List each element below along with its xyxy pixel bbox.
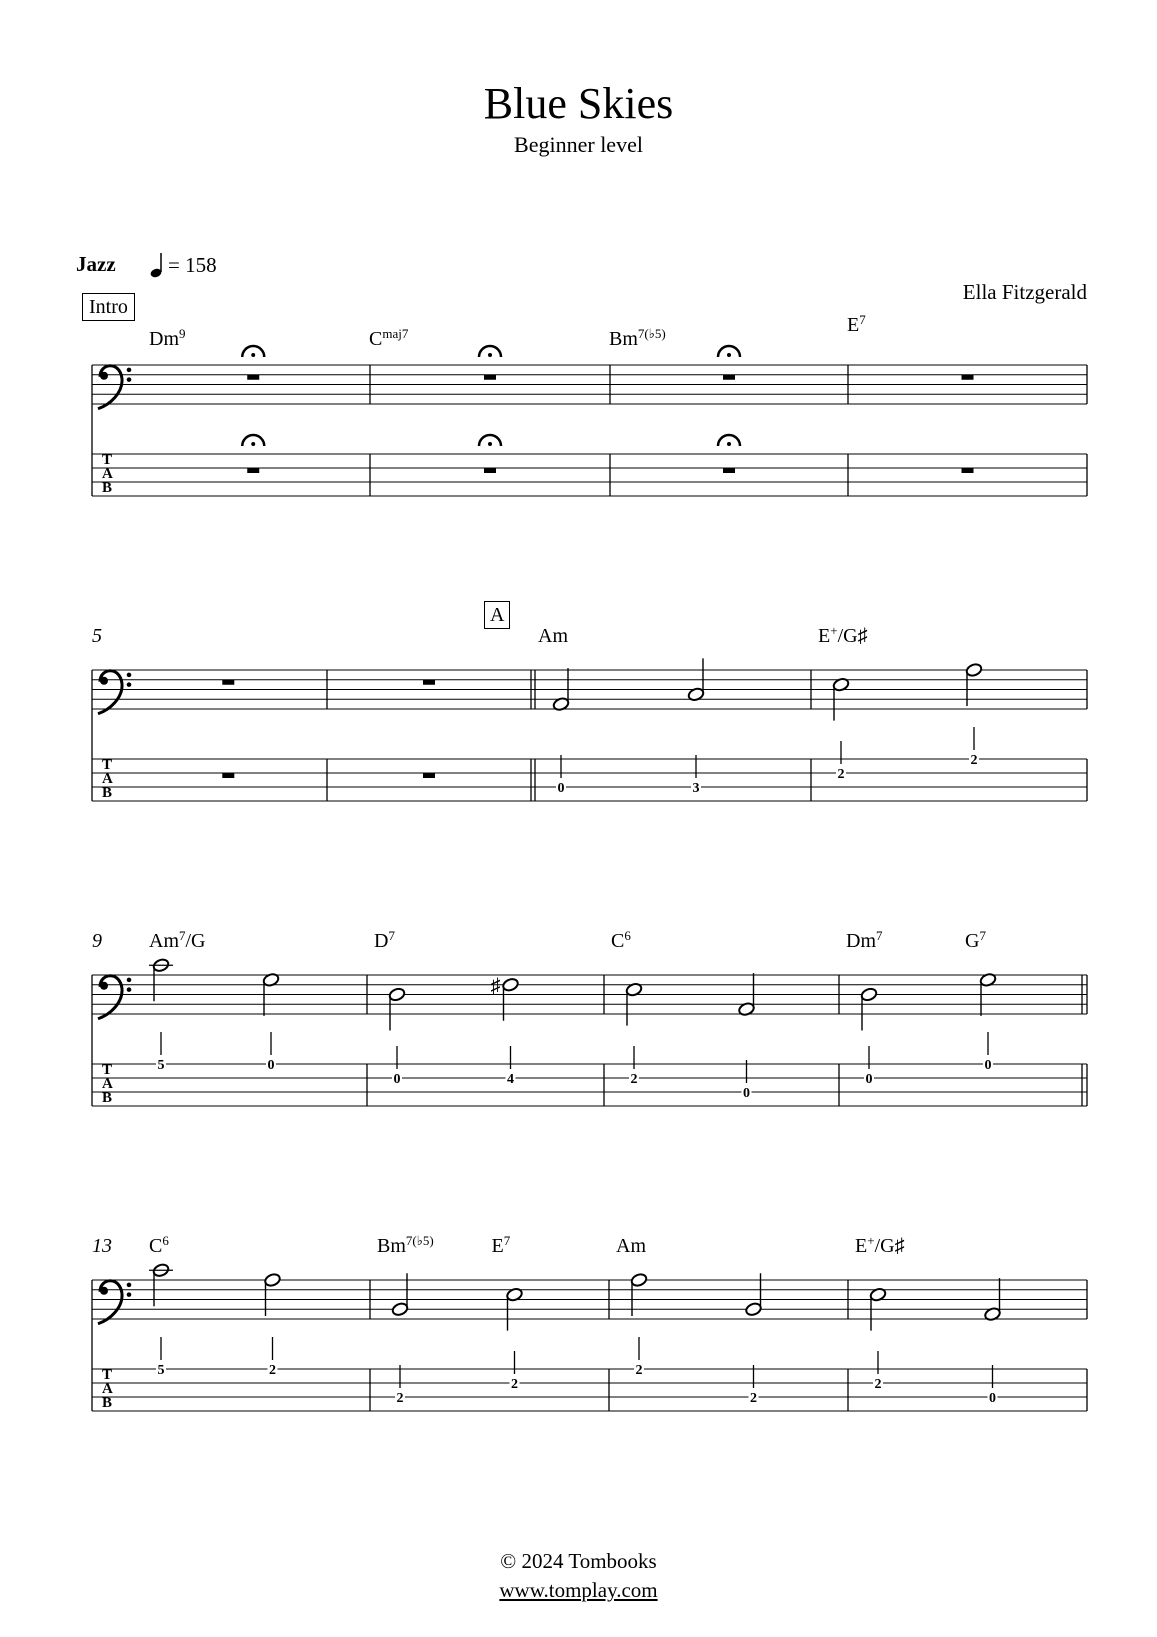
chord-symbol: E+/G♯ (855, 1233, 905, 1257)
bass-clef-dot (100, 982, 108, 990)
tab-note (988, 1365, 998, 1406)
whole-rest (222, 680, 234, 685)
tab-clef-letter: B (102, 785, 113, 801)
bass-clef-dot (127, 368, 132, 373)
whole-rest (962, 375, 974, 380)
chord-symbol: E+/G♯ (818, 623, 868, 647)
note-head (264, 1272, 282, 1287)
tab-fret-number: 2 (874, 1377, 882, 1392)
tab-clef-letter: A (102, 1076, 113, 1092)
tab-note (510, 1351, 520, 1392)
whole-rest (484, 375, 496, 380)
page-subtitle: Beginner level (514, 132, 643, 157)
tab-fret-number: 0 (557, 781, 565, 796)
tab-fret-number: 2 (970, 753, 978, 768)
note-head (860, 987, 878, 1002)
tab-clef-icon (102, 1367, 113, 1411)
chord-symbol: $E^7$ (847, 312, 866, 336)
tab-note (873, 1351, 883, 1392)
tab-fret-number: 5 (157, 1363, 165, 1378)
tab-fret-number: 4 (507, 1072, 514, 1087)
bass-clef-dot (127, 377, 132, 382)
chord-symbol: $C^6$ (149, 1233, 169, 1257)
bass-clef-icon (98, 976, 131, 1019)
tab-note (556, 755, 566, 796)
fermata-icon (479, 346, 501, 357)
tab-note (969, 727, 979, 768)
tab-whole-rest (962, 468, 974, 473)
bass-clef-curve (98, 671, 122, 714)
tab-fret-number: 0 (743, 1086, 750, 1101)
page-title: Blue Skies (483, 79, 674, 128)
tab-clef-letter: B (102, 1090, 113, 1106)
tab-fret-number: 0 (984, 1058, 992, 1073)
measure-number: 9 (92, 930, 102, 952)
tab-note (629, 1046, 639, 1087)
fermata-dot (488, 442, 492, 446)
website-link-text[interactable]: www.tomplay.com (499, 1578, 658, 1602)
bass-clef-dot (127, 682, 132, 687)
tab-fret-number: 0 (865, 1072, 873, 1087)
note-head (391, 1302, 409, 1317)
bass-clef-dot (100, 372, 108, 380)
tab-note (268, 1337, 278, 1378)
chord-symbol: Dm$^9$ (149, 326, 186, 350)
website-link[interactable] (0, 1578, 1157, 1603)
chord-symbol: Am (538, 625, 568, 647)
note-head (388, 987, 406, 1002)
fermata-dot (251, 442, 255, 446)
bass-clef-curve (98, 976, 122, 1019)
tab-fret-number: 2 (837, 767, 845, 782)
tab-whole-rest (222, 773, 234, 778)
tab-whole-rest (723, 468, 735, 473)
tab-clef-letter: A (102, 466, 113, 482)
fermata-icon (242, 346, 264, 357)
bass-clef-dot (127, 1283, 132, 1288)
tab-fret-number: 5 (157, 1058, 165, 1073)
tab-note (392, 1046, 402, 1087)
note-head (630, 1272, 648, 1287)
tab-clef-icon (102, 757, 113, 801)
chord-symbol: $D^7$ (374, 928, 395, 952)
tab-note (983, 1032, 993, 1073)
fermata-dot (727, 442, 731, 446)
fermata-icon (718, 346, 740, 357)
tab-clef-letter: T (102, 757, 113, 773)
note-head (965, 662, 983, 677)
tab-clef-letter: A (102, 771, 113, 787)
tab-fret-number: 2 (750, 1391, 757, 1406)
half-note (388, 987, 406, 1031)
tab-fret-number: 0 (267, 1058, 275, 1073)
fermata-dot (488, 353, 492, 357)
composer: Ella Fitzgerald (962, 280, 1087, 304)
copyright: © 2024 Tombooks (500, 1549, 657, 1573)
whole-rest (723, 375, 735, 380)
tab-clef-letter: T (102, 1367, 113, 1383)
fermata-dot (251, 353, 255, 357)
tab-fret-number: 0 (989, 1391, 996, 1406)
fermata-icon (479, 435, 501, 446)
bass-clef-icon (98, 366, 131, 409)
tab-fret-number: 2 (269, 1363, 276, 1378)
bass-clef-dot (127, 673, 132, 678)
whole-rest (423, 680, 435, 685)
measure-number: 13 (92, 1235, 112, 1257)
bass-clef-dot (100, 677, 108, 685)
tab-clef-letter: B (102, 480, 113, 496)
bass-clef-dot (127, 1292, 132, 1297)
sharp-icon: ♯ (490, 974, 501, 997)
tab-fret-number: 2 (396, 1391, 404, 1406)
chord-symbol: $E^7$ (491, 1233, 511, 1257)
tab-note (691, 755, 701, 796)
chord-symbol: Am (616, 1235, 646, 1257)
tab-note (395, 1365, 405, 1406)
chord-symbol: $G^7$ (965, 928, 986, 952)
tab-clef-letter: A (102, 1381, 113, 1397)
measure-number: 5 (92, 625, 102, 647)
bass-clef-dot (127, 987, 132, 992)
tab-note (266, 1032, 276, 1073)
tab-clef-letter: T (102, 452, 113, 468)
tab-clef-icon (102, 452, 113, 496)
note-head (502, 977, 520, 992)
chord-symbol: $Bm^{7(♭5)}$ (377, 1233, 434, 1257)
bass-clef-dot (100, 1287, 108, 1295)
tab-note (634, 1337, 644, 1378)
tab-note (156, 1032, 166, 1073)
chord-symbol: $Bm^{7(♭5)}$ (609, 326, 666, 350)
tab-note (156, 1337, 166, 1378)
tab-fret-number: 0 (393, 1072, 401, 1087)
tab-note (836, 741, 846, 782)
chord-symbol: $C^6$ (611, 928, 631, 952)
tab-whole-rest (423, 773, 435, 778)
tab-note (742, 1060, 752, 1101)
tab-clef-letter: B (102, 1395, 113, 1411)
tab-whole-rest (484, 468, 496, 473)
style-label: Jazz (76, 252, 116, 276)
chord-symbol: $C^{maj7}$ (369, 326, 409, 350)
half-note (860, 987, 878, 1031)
bass-clef-icon (98, 671, 131, 714)
tab-clef-icon (102, 1062, 113, 1106)
section-label-intro: Intro (82, 293, 135, 321)
fermata-dot (727, 353, 731, 357)
bass-clef-curve (98, 1281, 122, 1324)
tab-fret-number: 3 (692, 781, 700, 796)
tab-fret-number: 2 (630, 1072, 638, 1087)
tab-fret-number: 2 (635, 1363, 643, 1378)
bass-clef-curve (98, 366, 122, 409)
section-label-a: A (484, 601, 510, 629)
tab-clef-letter: T (102, 1062, 113, 1078)
tempo-value: = 158 (168, 252, 217, 277)
whole-rest (247, 375, 259, 380)
fermata-icon (242, 435, 264, 446)
bass-clef-dot (127, 978, 132, 983)
tab-note (749, 1365, 759, 1406)
tab-note (506, 1046, 516, 1087)
tab-note (864, 1046, 874, 1087)
tab-whole-rest (247, 468, 259, 473)
fermata-icon (718, 435, 740, 446)
bass-clef-icon (98, 1281, 131, 1324)
tab-fret-number: 2 (511, 1377, 518, 1392)
note-head (745, 1302, 763, 1317)
chord-symbol: Dm$^7$ (846, 928, 883, 952)
chord-symbol: Am$^7$/G (149, 928, 206, 952)
